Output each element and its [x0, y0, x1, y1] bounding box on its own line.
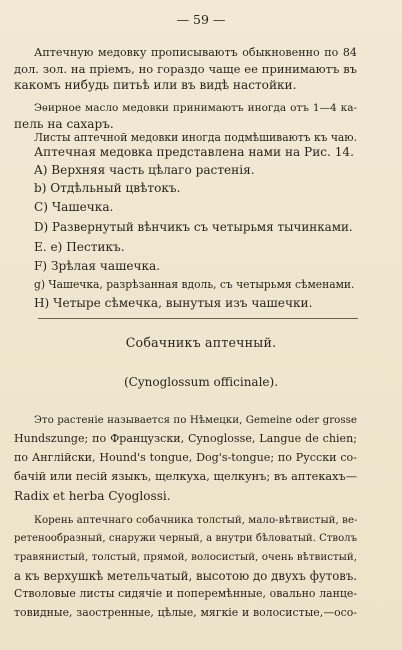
figure-item: A) Верхняя часть цѣлаго растенія.: [34, 163, 255, 177]
text-line: Эѳирное масло медовки принимаютъ иногда отъ 1—4 ка-: [34, 102, 357, 114]
text-line: Radix et herba Cyoglossi.: [14, 489, 171, 503]
page-number: — 59 —: [176, 12, 226, 27]
text-line: Корень аптечнаго собачника толстый, мало-вѣтвистый, ве-: [34, 514, 358, 526]
text-line: Стволовые листы сидячіе и поперемѣнные, овально ланце-: [14, 587, 357, 600]
section-title: Собачникъ аптечный.: [125, 335, 277, 350]
section-divider: [38, 318, 358, 319]
text-line: Hundszunge; по Французски, Cynoglosse, Langue de chien;: [14, 432, 357, 445]
text-line: по Англійски, Hound's tongue, Dog's-tongue; по Русски со-: [14, 451, 357, 464]
figure-item: C) Чашечка.: [34, 200, 114, 214]
text-line: дол. зол. на пріемъ, но гораздо чаще ее принимаютъ въ: [14, 62, 357, 76]
text-line: пель на сахаръ.: [14, 117, 114, 131]
text-line: Аптечную медовку прописываютъ обыкновенно по 84: [34, 46, 357, 59]
figure-item: g) Чашечка, разрѣзанная вдоль, съ четырьмя сѣменами.: [34, 278, 355, 291]
text-line: травянистый, толстый, прямой, волосистый, очень вѣтвистый,: [14, 551, 357, 563]
figure-item: E. e) Пестикъ.: [34, 240, 125, 254]
figure-item: b) Отдѣльный цвѣтокъ.: [34, 181, 181, 195]
text-line: ретенообразный, снаружи черный, а внутри бѣловатый. Стволъ: [14, 533, 357, 544]
text-line: Листы аптечной медовки иногда подмѣшиваютъ къ чаю.: [34, 131, 357, 144]
text-line: а къ верхушкѣ метельчатый, высотою до двухъ футовъ.: [14, 569, 357, 583]
figure-item: F) Зрѣлая чашечка.: [34, 259, 161, 273]
text-line: какомъ нибудь питьѣ или въ видѣ настойки.: [14, 78, 297, 92]
text-line: бачій или песій языкъ, щелкуха, щелкунъ; въ аптекахъ—: [14, 470, 357, 483]
latin-name: (Cynoglossum officinale).: [123, 375, 279, 389]
text-line: Это растеніе называется по Нѣмецки, Gemeine oder grosse: [34, 414, 357, 426]
text-line: товидные, заостренные, цѣлые, мягкіе и волосистые,—осо-: [14, 606, 357, 619]
text-line: Аптечная медовка представлена нами на Рис. 14.: [34, 145, 354, 159]
figure-item: H) Четыре сѣмечка, вынутыя изъ чашечки.: [34, 296, 313, 310]
figure-item: D) Развернутый вѣнчикъ съ четырьмя тычинками.: [34, 220, 353, 234]
